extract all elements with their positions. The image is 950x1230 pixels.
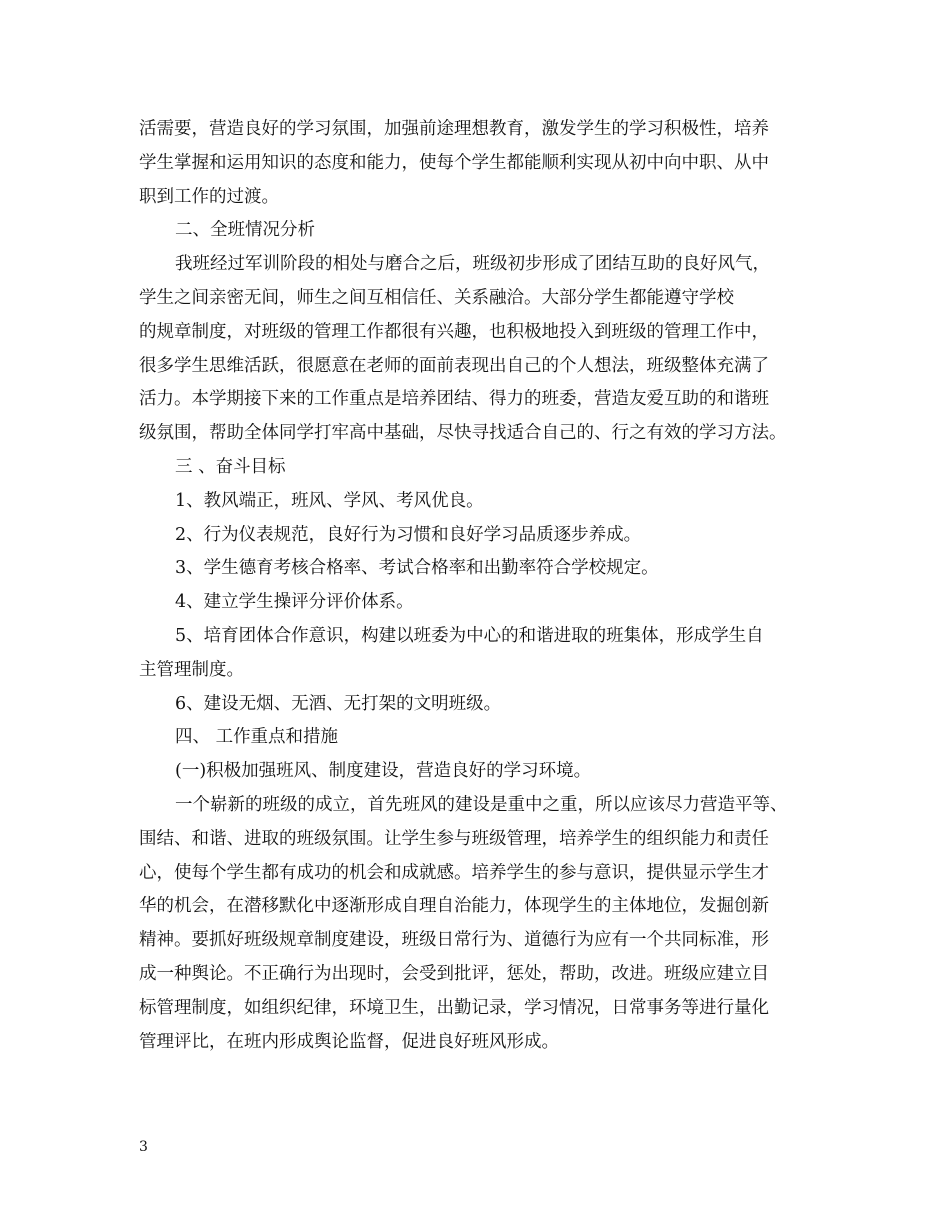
paragraph-line: 一个崭新的班级的成立，首先班风的建设是重中之重，所以应该尽力营造平等、: [175, 794, 788, 815]
paragraph-line: 级氛围，帮助全体同学打牢高中基础，尽快寻找适合自己的、行之有效的学习方法。: [139, 423, 787, 444]
paragraph-line: 学生之间亲密无间，师生之间互相信任、关系融洽。大部分学生都能遵守学校: [139, 287, 734, 308]
list-item: 4、建立学生操评分评价体系。: [175, 592, 414, 613]
paragraph-line: 的规章制度，对班级的管理工作都很有兴趣，也积极地投入到班级的管理工作中，: [139, 321, 769, 342]
paragraph-line: 活需要，营造良好的学习氛围，加强前途理想教育，激发学生的学习积极性，培养: [139, 119, 769, 139]
page-number: 3: [139, 1139, 148, 1155]
list-item: 5、培育团体合作意识，构建以班委为中心的和谐进取的班集体，形成学生自: [175, 625, 764, 646]
paragraph-line: 管理评比，在班内形成舆论监督，促进良好班风形成。: [139, 1031, 559, 1052]
paragraph-line: 标管理制度，如组织纪律，环境卫生，出勤记录，学习情况，日常事务等进行量化: [139, 997, 769, 1018]
list-item: 2、行为仪表规范，良好行为习惯和良好学习品质逐步养成。: [175, 524, 642, 545]
list-item: 6、建设无烟、无酒、无打架的文明班级。: [175, 693, 502, 714]
paragraph-line: 成一种舆论。不正确行为出现时，会受到批评，惩处，帮助，改进。班级应建立目: [139, 963, 769, 984]
paragraph-line: 精神。要抓好班级规章制度建设，班级日常行为、道德行为应有一个共同标准，形: [139, 930, 769, 951]
list-item-continuation: 主管理制度。: [139, 659, 244, 680]
paragraph-line: 活力。本学期接下来的工作重点是培养团结、得力的班委，营造友爱互助的和谐班: [139, 389, 769, 410]
section-heading: 四、 工作重点和措施: [175, 727, 339, 748]
list-item: 1、教风端正，班风、学风、考风优良。: [175, 490, 484, 511]
subsection-heading: (一)积极加强班风、制度建设，营造良好的学习环境。: [175, 761, 592, 782]
list-item: 3、学生德育考核合格率、考试合格率和出勤率符合学校规定。: [175, 558, 659, 579]
section-heading: 三 、奋斗目标: [175, 456, 286, 477]
paragraph-line: 我班经过军训阶段的相处与磨合之后，班级初步形成了团结互助的良好风气，: [175, 254, 770, 275]
body-text: [139, 113, 819, 1059]
section-heading: 二、全班情况分析: [175, 220, 315, 241]
paragraph-line: 围结、和谐、进取的班级氛围。让学生参与班级管理，培养学生的组织能力和责任: [139, 828, 769, 849]
paragraph-line: 学生掌握和运用知识的态度和能力，使每个学生都能顺利实现从初中向中职、从中: [139, 152, 769, 173]
paragraph-line: 华的机会，在潜移默化中逐渐形成自理自治能力，体现学生的主体地位，发掘创新: [139, 896, 769, 917]
paragraph-line: 心，使每个学生都有成功的机会和成就感。培养学生的参与意识，提供显示学生才: [139, 862, 769, 883]
paragraph-line: 职到工作的过渡。: [139, 186, 279, 207]
paragraph-line: 很多学生思维活跃，很愿意在老师的面前表现出自己的个人想法，班级整体充满了: [139, 355, 769, 376]
